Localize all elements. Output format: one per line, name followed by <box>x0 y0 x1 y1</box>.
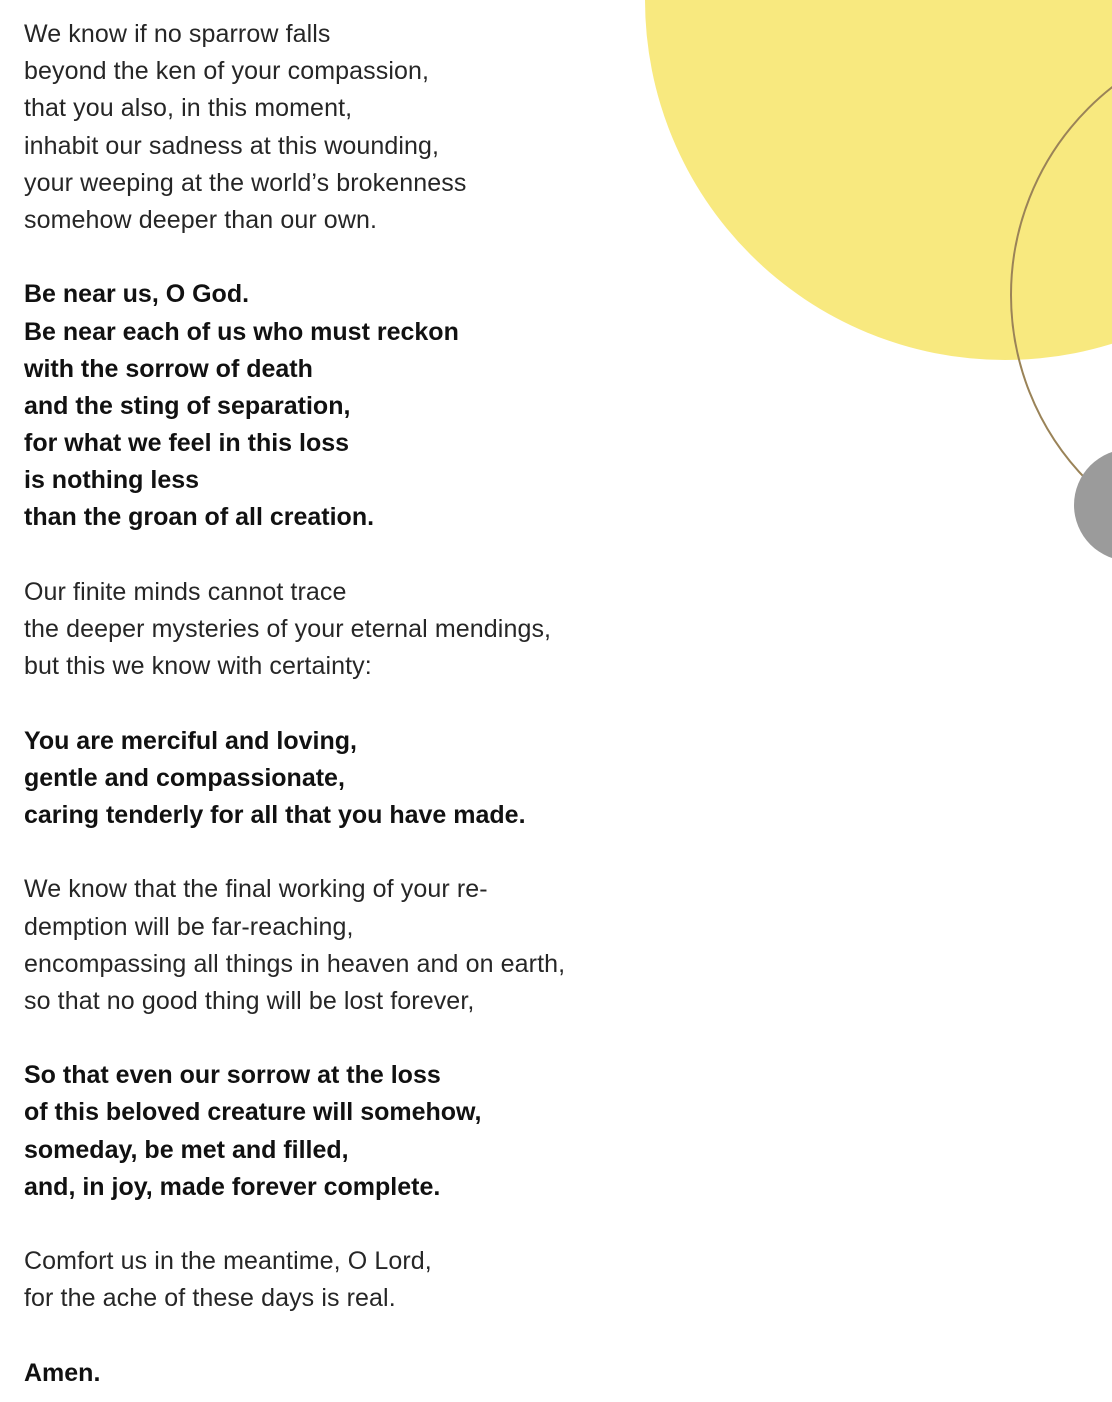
stanza <box>24 1355 664 1392</box>
stanza <box>24 574 664 686</box>
poem-line: with the sorrow of death <box>24 354 313 383</box>
poem-line: your weeping at the world’s brokenness <box>24 168 467 197</box>
poem-line: gentle and compassionate, <box>24 763 345 792</box>
poem-line: Our finite minds cannot trace <box>24 577 347 606</box>
poem-line: the deeper mysteries of your eternal mendings, <box>24 615 552 643</box>
stanza <box>24 1057 664 1206</box>
poem-line: So that even our sorrow at the loss <box>24 1061 441 1090</box>
stanza-gap <box>24 1206 664 1243</box>
stanza <box>24 871 664 1020</box>
poem-line: and the sting of separation, <box>24 391 351 420</box>
poem-line: caring tenderly for all that you have made. <box>24 800 526 829</box>
poem-line: is nothing less <box>24 466 200 495</box>
stanza-gap <box>24 834 664 871</box>
poem-line: someday, be met and filled, <box>24 1135 349 1164</box>
poem-line: so that no good thing will be lost forever, <box>24 986 475 1015</box>
poem-line: of this beloved creature will somehow, <box>24 1098 482 1127</box>
stanza-gap <box>24 537 664 574</box>
stanza-gap <box>24 1318 664 1355</box>
poem-line: We know if no sparrow falls <box>24 20 331 48</box>
poem-line: Be near each of us who must reckon <box>24 317 459 346</box>
stanza-gap <box>24 239 664 276</box>
stanza <box>24 276 664 536</box>
poem-line: Be near us, O God. <box>24 280 250 309</box>
poem-line: for the ache of these days is real. <box>24 1284 396 1313</box>
poem-line: encompassing all things in heaven and on earth, <box>24 949 566 978</box>
poem-line: for what we feel in this loss <box>24 429 350 458</box>
amen-line: Amen. <box>24 1358 101 1387</box>
poem-line: You are merciful and loving, <box>24 726 357 755</box>
stanza <box>24 1243 664 1317</box>
poem-line: inhabit our sadness at this wounding, <box>24 131 440 160</box>
stanza <box>24 723 664 835</box>
yellow-circle-shape <box>645 0 1112 360</box>
poem-line: but this we know with certainty: <box>24 652 372 681</box>
poem-line: Comfort us in the meantime, O Lord, <box>24 1247 432 1276</box>
poem-line: than the groan of all creation. <box>24 503 375 532</box>
prayer-text <box>24 16 664 1392</box>
stanza <box>24 16 664 239</box>
stanza-gap <box>24 1020 664 1057</box>
outline-ring-shape <box>1011 31 1112 559</box>
poem-line: We know that the final working of your re- <box>24 875 488 904</box>
poem-line: beyond the ken of your compassion, <box>24 57 430 86</box>
gray-circle-shape <box>1074 449 1112 561</box>
poem-line: and, in joy, made forever complete. <box>24 1172 441 1201</box>
poem-line: demption will be far-reaching, <box>24 912 354 941</box>
poem-line: that you also, in this moment, <box>24 94 353 123</box>
poem-line: somehow deeper than our own. <box>24 205 378 234</box>
stanza-gap <box>24 685 664 722</box>
